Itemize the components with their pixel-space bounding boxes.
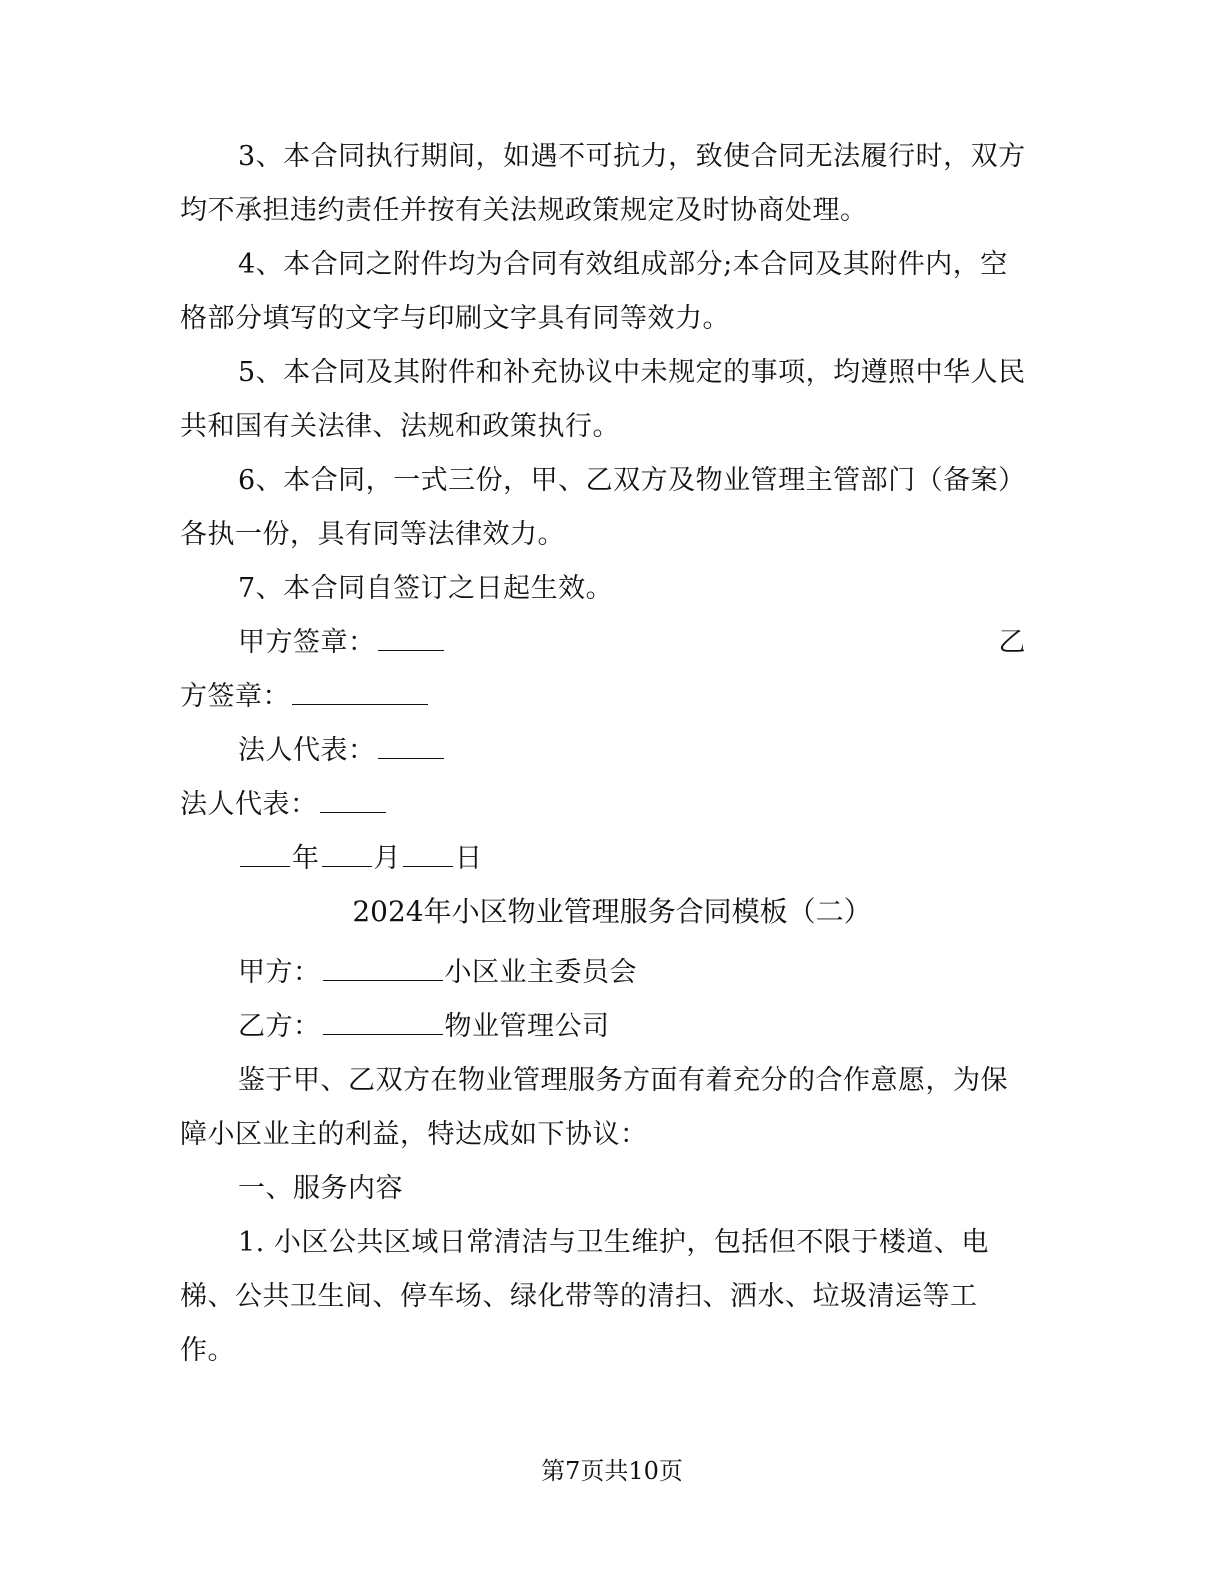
- party-a-representative-line: [238, 734, 446, 768]
- party-b-representative-line: [180, 788, 388, 822]
- party-a-signature-blank: [378, 628, 444, 651]
- day-blank: [403, 844, 453, 867]
- year-blank: [240, 844, 290, 867]
- party-a-signature-line: [238, 626, 446, 660]
- item-1-line-3: 作。: [180, 1335, 235, 1366]
- clause-6-line-2: 各执一份，具有同等法律效力。: [180, 519, 565, 550]
- party-b-line: [238, 1010, 610, 1044]
- party-b-blank: [323, 1012, 443, 1035]
- clause-5-line-1: 5、本合同及其附件和补充协议中未规定的事项，均遵照中华人民: [238, 357, 1026, 388]
- day-label: 日: [455, 843, 483, 874]
- clause-3-line-1: 3、本合同执行期间，如遇不可抗力，致使合同无法履行时，双方: [238, 141, 1026, 172]
- party-b-representative-blank: [320, 790, 386, 813]
- party-a-name: 小区业主委员会: [444, 957, 637, 988]
- party-a-line: [238, 956, 637, 990]
- item-1-line-1: 1. 小区公共区域日常清洁与卫生维护，包括但不限于楼道、电: [238, 1227, 989, 1258]
- party-b-label: 乙方：: [238, 1011, 321, 1042]
- page-footer: 第7页共10页: [541, 1457, 683, 1485]
- party-b-signature-line: [180, 680, 430, 714]
- party-b-representative-label: 法人代表：: [180, 789, 318, 820]
- party-a-label: 甲方：: [238, 957, 321, 988]
- party-a-representative-label: 法人代表：: [238, 735, 376, 766]
- party-b-signature-start: 乙: [998, 627, 1026, 658]
- contract-title: 2024年小区物业管理服务合同模板（二）: [352, 895, 872, 928]
- year-label: 年: [292, 843, 320, 874]
- month-blank: [322, 844, 372, 867]
- party-a-signature-label: 甲方签章：: [238, 627, 376, 658]
- clause-7-line-1: 7、本合同自签订之日起生效。: [238, 573, 614, 604]
- preamble-line-2: 障小区业主的利益，特达成如下协议：: [180, 1119, 648, 1150]
- party-b-signature-blank: [292, 682, 428, 705]
- clause-4-line-2: 格部分填写的文字与印刷文字具有同等效力。: [180, 303, 730, 334]
- party-a-representative-blank: [378, 736, 444, 759]
- party-b-signature-label: 方签章：: [180, 681, 290, 712]
- party-b-name: 物业管理公司: [444, 1011, 610, 1042]
- preamble-line-1: 鉴于甲、乙双方在物业管理服务方面有着充分的合作意愿，为保: [238, 1065, 1008, 1096]
- clause-6-line-1: 6、本合同，一式三份，甲、乙双方及物业管理主管部门（备案）: [238, 465, 1026, 496]
- clause-3-line-2: 均不承担违约责任并按有关法规政策规定及时协商处理。: [180, 195, 868, 226]
- month-label: 月: [373, 843, 401, 874]
- item-1-line-2: 梯、公共卫生间、停车场、绿化带等的清扫、洒水、垃圾清运等工: [180, 1281, 978, 1312]
- party-a-blank: [323, 958, 443, 981]
- clause-5-line-2: 共和国有关法律、法规和政策执行。: [180, 411, 620, 442]
- date-line: [238, 842, 483, 876]
- clause-4-line-1: 4、本合同之附件均为合同有效组成部分;本合同及其附件内，空: [238, 249, 1008, 280]
- section-heading: 一、服务内容: [238, 1173, 403, 1204]
